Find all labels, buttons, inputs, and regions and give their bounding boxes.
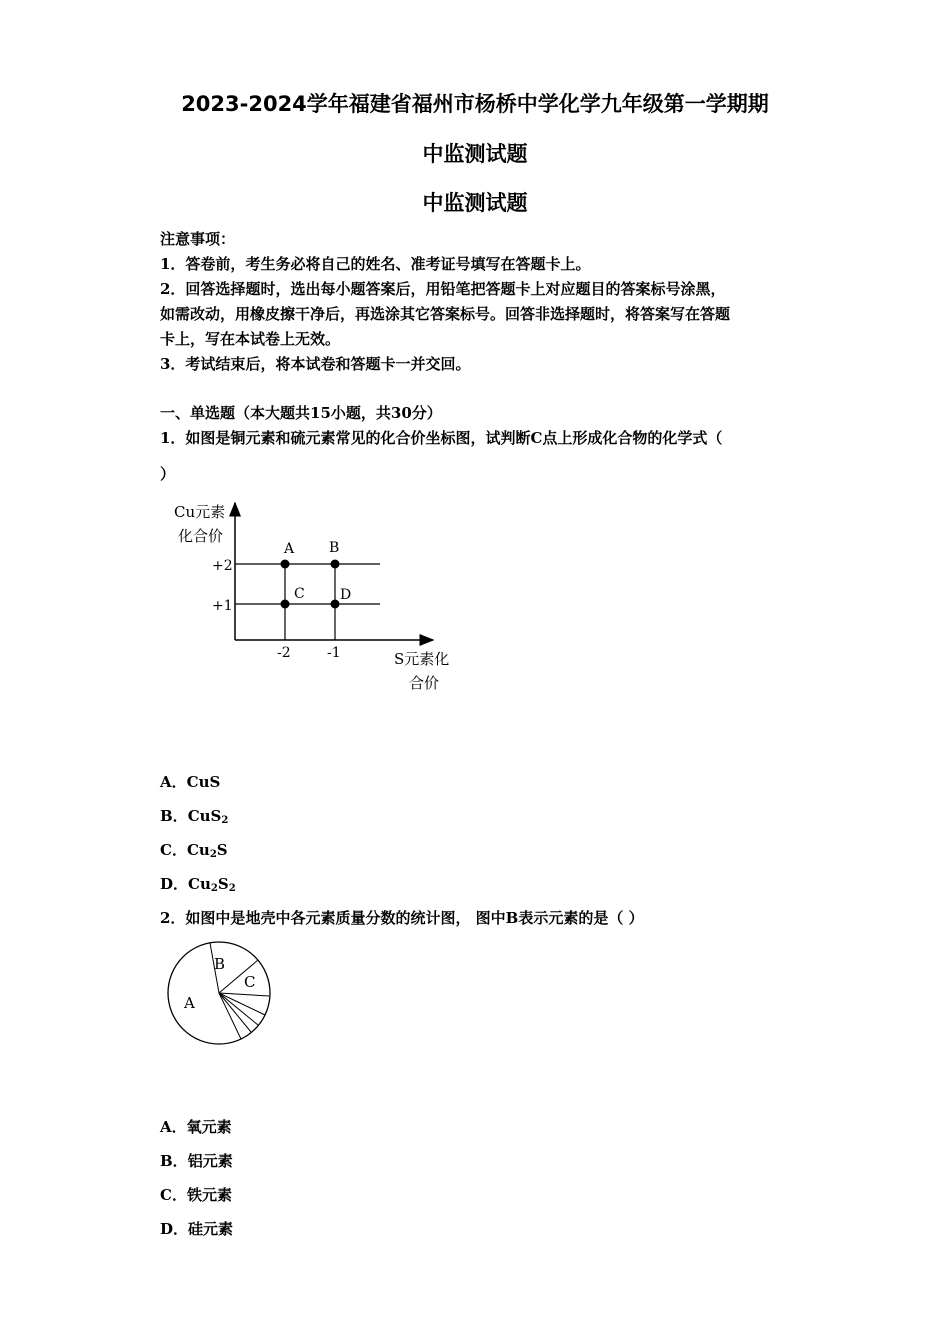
q1-stem-line-1: 1．如图是铜元素和硫元素常见的化合价坐标图，试判断C点上形成化合物的化学式（ — [160, 429, 723, 447]
q1-option-b-subscript: 2 — [221, 815, 229, 826]
notice-item-3: 3．考试结束后，将本试卷和答题卡一并交回。 — [160, 355, 471, 373]
q1-option-c-formula-2: S — [216, 841, 228, 859]
q2-option-c[interactable] — [160, 1184, 232, 1205]
q1-option-d[interactable] — [160, 873, 236, 894]
y-axis-label-1: Cu元素 — [174, 503, 226, 521]
q2-pie-diagram — [160, 935, 280, 1050]
pie-label-c: C — [244, 973, 256, 991]
point-d-dot — [331, 600, 340, 609]
y-axis-label-2: 化合价 — [178, 527, 224, 545]
q1-option-c-subscript: 2 — [209, 849, 217, 860]
title-line-2: 中监测试题 — [422, 142, 528, 166]
notice-item-2-line-1: 2．回答选择题时，选出每小题答案后，用铅笔把答题卡上对应题目的答案标号涂黑， — [160, 280, 726, 298]
q2-stem: 2．如图中是地壳中各元素质量分数的统计图， 图中B表示元素的是（ ） — [160, 909, 644, 927]
q1-stem-line-2: ） — [160, 465, 176, 483]
q1-option-c-letter: C． — [160, 841, 187, 859]
notice-heading: 注意事项： — [160, 230, 236, 248]
pie-label-a: A — [184, 994, 195, 1012]
q2-option-c-letter: C． — [160, 1186, 187, 1204]
q2-option-b[interactable] — [160, 1150, 233, 1171]
q1-option-a[interactable] — [160, 771, 220, 792]
q2-option-d-letter: D． — [160, 1220, 189, 1238]
q1-option-c[interactable] — [160, 839, 228, 860]
x-axis-label-1: S元素化 — [394, 650, 450, 668]
point-a-label: A — [284, 541, 295, 557]
q2-option-d-text: 硅元素 — [188, 1220, 234, 1238]
q1-option-b-formula: CuS — [187, 807, 222, 825]
q1-option-d-subscript-1: 2 — [210, 883, 218, 894]
x-tick-minus-2: -2 — [277, 645, 291, 661]
point-c-label: C — [294, 586, 305, 602]
section-heading: 一、单选题（本大题共15小题，共30分） — [160, 404, 442, 422]
point-b-dot — [331, 560, 340, 569]
q1-option-d-letter: D． — [160, 875, 189, 893]
pie-label-b: B — [214, 955, 226, 973]
q1-option-b-letter: B． — [160, 807, 188, 825]
q2-option-c-text: 铁元素 — [186, 1186, 232, 1204]
point-a-dot — [281, 560, 290, 569]
q1-valence-diagram — [160, 495, 480, 705]
q1-option-a-text: CuS — [186, 773, 221, 791]
point-b-label: B — [329, 540, 340, 556]
x-tick-minus-1: -1 — [327, 645, 341, 661]
point-c-dot — [281, 600, 290, 609]
q2-option-a-letter: A． — [160, 1118, 187, 1136]
y-tick-plus-1: +1 — [212, 598, 233, 614]
q1-option-d-subscript-2: 2 — [228, 883, 236, 894]
notice-item-2-line-3: 卡上，写在本试卷上无效。 — [160, 330, 341, 348]
q2-option-b-text: 铝元素 — [187, 1152, 233, 1170]
point-d-label: D — [340, 587, 352, 603]
q2-option-b-letter: B． — [160, 1152, 188, 1170]
title-line-1: 2023-2024学年福建省福州市杨桥中学化学九年级第一学期期 — [181, 92, 769, 116]
notice-item-2-line-2: 如需改动，用橡皮擦干净后，再选涂其它答案标号。回答非选择题时，将答案写在答题 — [160, 305, 731, 323]
q1-option-a-letter: A． — [160, 773, 187, 791]
pie-divider-3 — [219, 993, 269, 996]
y-tick-plus-2: +2 — [212, 558, 233, 574]
q1-option-d-formula-2: S — [217, 875, 229, 893]
q2-option-d[interactable] — [160, 1218, 233, 1239]
q2-option-a[interactable] — [160, 1116, 232, 1137]
x-axis-label-2: 合价 — [409, 674, 440, 692]
q1-option-d-formula-1: Cu — [188, 875, 211, 893]
title-line-3: 中监测试题 — [422, 191, 528, 215]
q1-option-c-formula-1: Cu — [186, 841, 210, 859]
notice-item-1: 1．答卷前，考生务必将自己的姓名、准考证号填写在答题卡上。 — [160, 255, 591, 273]
q1-option-b[interactable] — [160, 805, 228, 826]
q2-option-a-text: 氧元素 — [186, 1118, 232, 1136]
